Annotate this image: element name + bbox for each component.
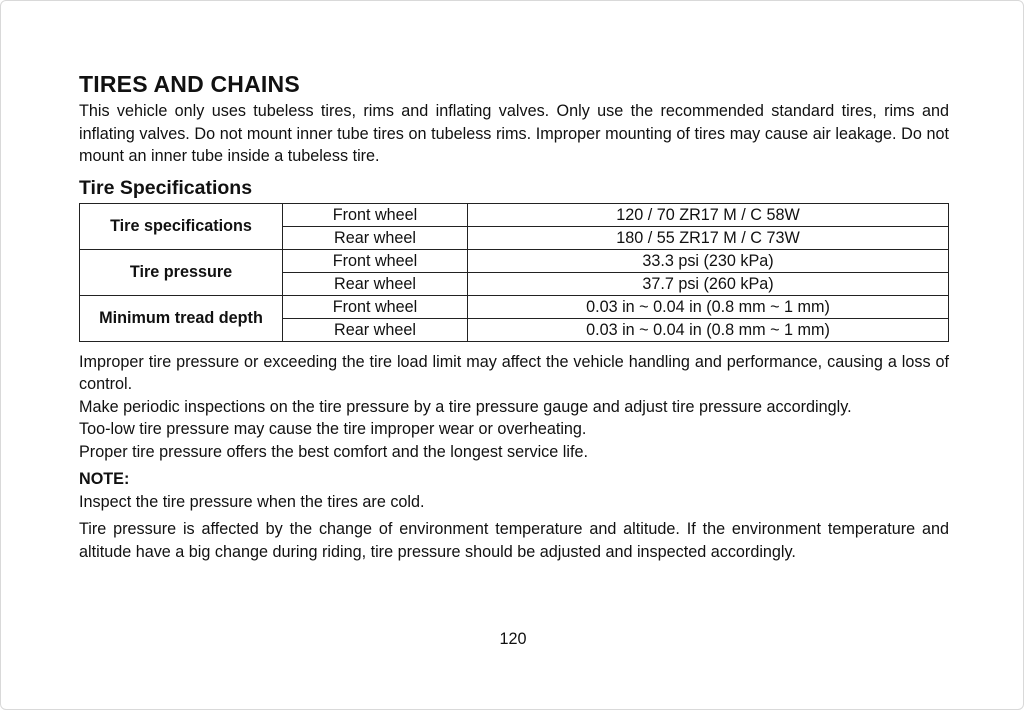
- page-title: TIRES AND CHAINS: [79, 71, 300, 97]
- table-row: [80, 249, 949, 272]
- row-header-minimum-tread-depth: Minimum tread depth: [80, 295, 283, 341]
- tire-specifications-table: [79, 203, 949, 342]
- body-paragraph: Improper tire pressure or exceeding the tire load limit may affect the vehicle handling and performance, causing a loss of control.: [79, 352, 949, 393]
- page-content: [79, 71, 949, 563]
- value-cell: 0.03 in ~ 0.04 in (0.8 mm ~ 1 mm): [468, 295, 949, 318]
- row-header-tire-specifications: Tire specifications: [80, 203, 283, 249]
- body-paragraph: Make periodic inspections on the tire pressure by a tire pressure gauge and adjust tire pressure accordingly.: [79, 397, 852, 416]
- intro-paragraph: This vehicle only uses tubeless tires, rims and inflating valves. Only use the recommended standard tires, rims and inflating valves. Do not mount inner tube tires on tubeless rims. Improper mounting of tires may cause air leakage. Do not mount an inner tube inside a tubeless tire.: [79, 102, 949, 165]
- closing-paragraph: Tire pressure is affected by the change of environment temperature and altitude. If the environment temperature and altitude have a big change during riding, tire pressure should be adjusted and inspected accordingly.: [79, 520, 949, 561]
- value-cell: 37.7 psi (260 kPa): [468, 272, 949, 295]
- value-cell: 120 / 70 ZR17 M / C 58W: [468, 203, 949, 226]
- section-heading-tire-specifications: Tire Specifications: [79, 176, 253, 199]
- note-text: Inspect the tire pressure when the tires are cold.: [79, 492, 425, 511]
- position-cell: Rear wheel: [283, 226, 468, 249]
- row-header-tire-pressure: Tire pressure: [80, 249, 283, 295]
- position-cell: Front wheel: [283, 249, 468, 272]
- body-paragraph: Too-low tire pressure may cause the tire improper wear or overheating.: [79, 420, 587, 438]
- table-row: [80, 203, 949, 226]
- position-cell: Front wheel: [283, 203, 468, 226]
- body-paragraph: Proper tire pressure offers the best comfort and the longest service life.: [79, 442, 588, 461]
- position-cell: Rear wheel: [283, 272, 468, 295]
- value-cell: 0.03 in ~ 0.04 in (0.8 mm ~ 1 mm): [468, 318, 949, 341]
- table-row: [80, 295, 949, 318]
- value-cell: 33.3 psi (230 kPa): [468, 249, 949, 272]
- position-cell: Rear wheel: [283, 318, 468, 341]
- page-number: 120: [499, 630, 527, 648]
- position-cell: Front wheel: [283, 295, 468, 318]
- value-cell: 180 / 55 ZR17 M / C 73W: [468, 226, 949, 249]
- note-label: NOTE:: [79, 470, 130, 488]
